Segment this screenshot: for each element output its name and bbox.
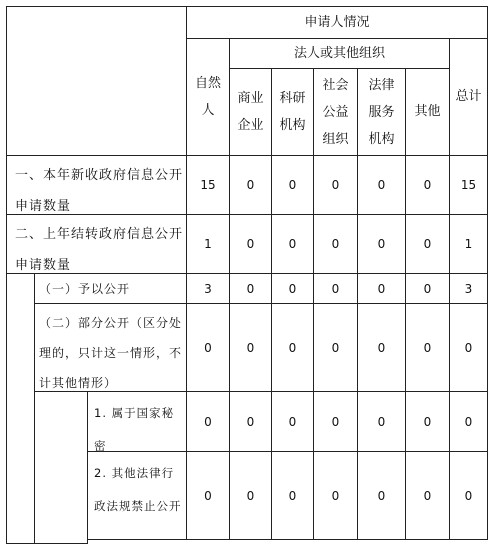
table-cell	[314, 215, 358, 274]
cell-value: 0	[204, 340, 212, 355]
table-cell	[358, 304, 406, 392]
cell-value: 3	[204, 281, 212, 296]
header-org-group	[230, 39, 450, 69]
table-cell	[406, 304, 450, 392]
cell-value: 0	[288, 281, 297, 296]
header-social-welfare	[314, 69, 358, 156]
header-total-text: 总计	[455, 89, 482, 104]
table-cell	[406, 215, 450, 274]
cell-value: 0	[288, 414, 297, 429]
indent-spacer-column	[6, 274, 35, 544]
header-research-line1: 科研	[279, 91, 306, 106]
row-label-partial-disclosure-text: （二）部分公开（区分处理的，只计这一情形，不计其他情形）	[39, 316, 183, 390]
row-label-new-applications	[6, 156, 187, 215]
cell-value: 1	[204, 237, 212, 251]
header-commercial-line2: 企业	[237, 118, 264, 133]
cell-value: 0	[377, 178, 386, 192]
row-label-full-disclosure	[35, 274, 187, 304]
row-label-other-prohibited	[88, 452, 187, 540]
table-cell	[272, 215, 314, 274]
row-label-new-applications-text: 一、本年新收政府信息公开申请数量	[15, 168, 184, 214]
table-cell	[314, 274, 358, 304]
header-natural-person-line1: 自然	[194, 76, 221, 91]
cell-value: 0	[331, 488, 340, 503]
cell-value: 0	[423, 340, 432, 355]
header-legal-service-line3: 机构	[368, 131, 395, 147]
table-cell	[358, 274, 406, 304]
header-natural-person	[187, 39, 230, 156]
table-cell	[272, 452, 314, 540]
table-cell	[450, 304, 488, 392]
cell-value: 0	[246, 414, 255, 429]
cell-value: 0	[331, 178, 340, 192]
table-cell	[230, 274, 272, 304]
cell-value: 15	[460, 178, 477, 192]
cell-value: 0	[377, 414, 386, 429]
cell-value: 0	[377, 340, 386, 355]
cell-value: 0	[246, 237, 255, 251]
cell-value: 0	[377, 488, 386, 503]
row-label-partial-disclosure	[35, 304, 187, 392]
table-cell	[314, 304, 358, 392]
header-total	[450, 39, 488, 156]
cell-value: 0	[377, 237, 386, 251]
cell-value: 0	[288, 178, 297, 192]
header-commercial	[230, 69, 272, 156]
header-research	[272, 69, 314, 156]
header-social-welfare-line1: 社会	[322, 77, 349, 93]
row-label-carried-over-text: 二、上年结转政府信息公开申请数量	[15, 227, 184, 273]
table-cell	[314, 156, 358, 215]
table-cell	[358, 452, 406, 540]
table-cell	[358, 392, 406, 452]
table-cell	[358, 156, 406, 215]
cell-value: 0	[423, 178, 432, 192]
table-cell	[272, 156, 314, 215]
cell-value: 0	[464, 414, 473, 429]
cell-value: 0	[246, 178, 255, 192]
header-applicant-situation	[187, 6, 488, 39]
cell-value: 0	[288, 340, 297, 355]
cell-value: 3	[464, 281, 473, 296]
header-legal-service-line1: 法律	[368, 77, 395, 93]
table-cell	[450, 452, 488, 540]
cell-value: 0	[423, 414, 432, 429]
header-natural-person-line2: 人	[201, 103, 215, 118]
row-label-other-prohibited-text: 2. 其他法律行政法规禁止公开	[94, 466, 182, 513]
table-cell	[450, 156, 488, 215]
table-cell	[230, 156, 272, 215]
indent-spacer-column	[35, 392, 88, 544]
cell-value: 1	[464, 237, 473, 251]
header-research-line2: 机构	[279, 118, 306, 133]
table-cell	[187, 392, 230, 452]
cell-value: 0	[331, 281, 340, 296]
cell-value: 0	[423, 237, 432, 251]
table-cell	[406, 156, 450, 215]
table-cell	[187, 274, 230, 304]
header-commercial-line1: 商业	[237, 91, 264, 106]
table-cell	[272, 274, 314, 304]
table-cell	[187, 156, 230, 215]
cell-value: 0	[246, 281, 255, 296]
table-cell	[406, 274, 450, 304]
table-cell	[187, 304, 230, 392]
table-cell	[406, 392, 450, 452]
cell-value: 0	[423, 488, 432, 503]
cell-value: 0	[331, 414, 340, 429]
header-org-group-text: 法人或其他组织	[293, 45, 385, 61]
row-label-full-disclosure-text: （一）予以公开	[39, 282, 131, 296]
header-other-text: 其他	[414, 104, 441, 119]
header-legal-service	[358, 69, 406, 156]
table-cell	[187, 452, 230, 540]
cell-value: 0	[288, 237, 297, 251]
cell-value: 0	[246, 488, 255, 503]
cell-value: 0	[464, 488, 473, 503]
table-cell	[314, 392, 358, 452]
table-cell	[230, 304, 272, 392]
row-label-state-secret	[88, 392, 187, 452]
cell-value: 0	[331, 237, 340, 251]
cell-value: 0	[331, 340, 340, 355]
cell-value: 0	[204, 414, 212, 429]
table-cell	[450, 274, 488, 304]
table-cell	[272, 304, 314, 392]
row-label-state-secret-text: 1. 属于国家秘密	[94, 406, 175, 453]
header-social-welfare-line2: 公益	[322, 104, 349, 120]
cell-value: 15	[200, 178, 216, 192]
table-cell	[450, 215, 488, 274]
table-cell	[272, 392, 314, 452]
header-applicant-situation-text: 申请人情况	[304, 14, 370, 30]
header-legal-service-line2: 服务	[368, 104, 395, 120]
corner-empty-cell	[6, 6, 187, 156]
header-social-welfare-line3: 组织	[322, 131, 349, 147]
table-cell	[406, 452, 450, 540]
table-cell	[187, 215, 230, 274]
table-cell	[358, 215, 406, 274]
table-cell	[230, 215, 272, 274]
table-cell	[450, 392, 488, 452]
table-cell	[230, 452, 272, 540]
cell-value: 0	[377, 281, 386, 296]
table-cell	[230, 392, 272, 452]
cell-value: 0	[246, 340, 255, 355]
cell-value: 0	[204, 488, 212, 503]
cell-value: 0	[423, 281, 432, 296]
table-cell	[314, 452, 358, 540]
header-other	[406, 69, 450, 156]
cell-value: 0	[464, 340, 473, 355]
row-label-carried-over	[6, 215, 187, 274]
cell-value: 0	[288, 488, 297, 503]
